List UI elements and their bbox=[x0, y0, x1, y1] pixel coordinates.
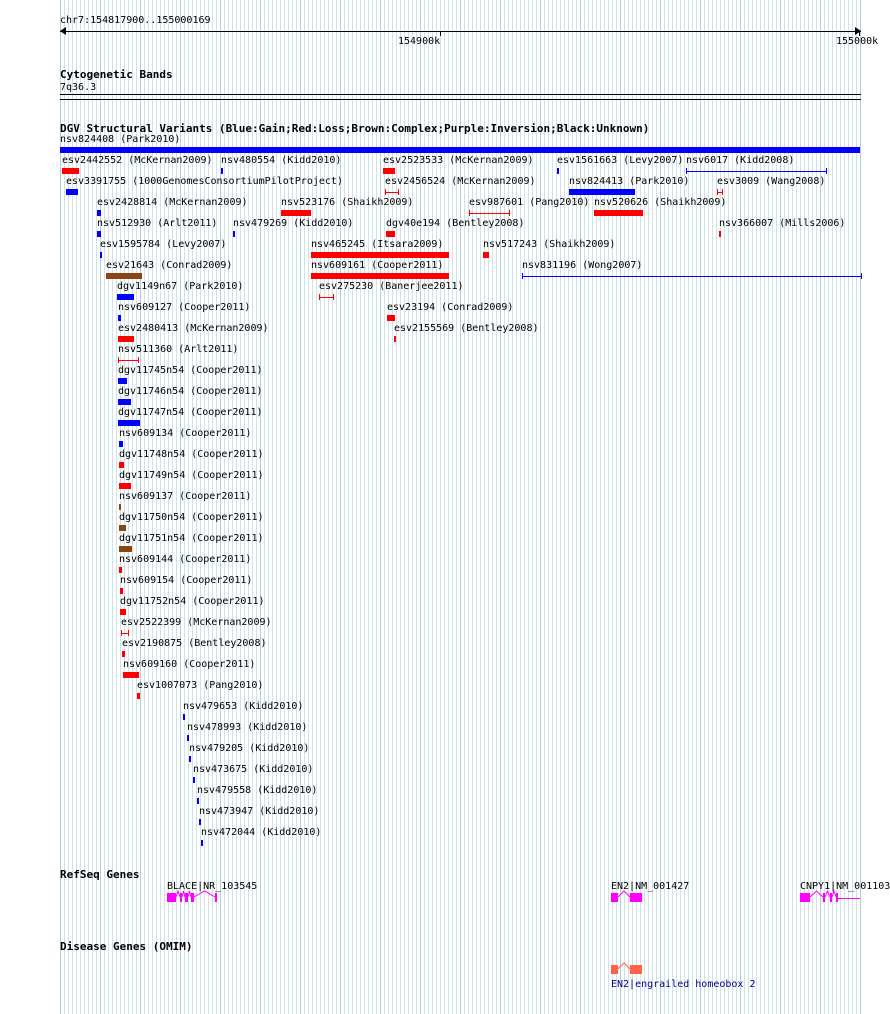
gene-label[interactable]: EN2|NM_001427 bbox=[611, 881, 690, 892]
variant-label[interactable]: dgv40e194 (Bentley2008) bbox=[386, 218, 525, 229]
variant-label[interactable]: esv2480413 (McKernan2009) bbox=[118, 323, 269, 334]
ruler-line bbox=[60, 31, 861, 32]
variant-label[interactable]: dgv11748n54 (Cooper2011) bbox=[119, 449, 264, 460]
variant-bar[interactable] bbox=[119, 525, 126, 531]
variant-label[interactable]: nsv520626 (Shaikh2009) bbox=[594, 197, 727, 208]
variant-label[interactable]: nsv465245 (Itsara2009) bbox=[311, 239, 444, 250]
cnpy1-exon[interactable] bbox=[823, 893, 825, 902]
en2-exon[interactable] bbox=[611, 893, 618, 902]
variant-label[interactable]: nsv824413 (Park2010) bbox=[569, 176, 690, 187]
variant-end-tick bbox=[319, 294, 320, 300]
variant-bar[interactable] bbox=[122, 651, 125, 657]
variant-label[interactable]: esv1595784 (Levy2007) bbox=[100, 239, 227, 250]
left-arrow-icon[interactable] bbox=[60, 27, 66, 35]
variant-bar[interactable] bbox=[387, 315, 395, 321]
variant-bar[interactable] bbox=[97, 231, 101, 237]
variant-end-tick bbox=[861, 273, 862, 279]
variant-line[interactable] bbox=[522, 276, 862, 277]
variant-line[interactable] bbox=[118, 360, 139, 361]
blace-exon[interactable] bbox=[180, 893, 182, 902]
variant-line[interactable] bbox=[385, 192, 399, 193]
variant-bar[interactable] bbox=[137, 693, 140, 699]
variant-bar[interactable] bbox=[199, 819, 201, 825]
variant-label[interactable]: nsv473947 (Kidd2010) bbox=[199, 806, 320, 817]
en2-exon[interactable] bbox=[630, 893, 642, 902]
right-arrow-icon[interactable] bbox=[855, 27, 861, 35]
variant-label[interactable]: nsv472044 (Kidd2010) bbox=[201, 827, 322, 838]
variant-label[interactable]: esv3009 (Wang2008) bbox=[717, 176, 826, 187]
variant-label[interactable]: dgv11746n54 (Cooper2011) bbox=[118, 386, 263, 397]
variant-bar[interactable] bbox=[193, 777, 195, 783]
variant-bar[interactable] bbox=[183, 714, 185, 720]
variant-end-tick bbox=[722, 189, 723, 195]
variant-label[interactable]: esv275230 (Banerjee2011) bbox=[319, 281, 464, 292]
variant-label[interactable]: esv2190875 (Bentley2008) bbox=[122, 638, 267, 649]
blace-exon[interactable] bbox=[215, 893, 217, 902]
gene-label[interactable]: CNPY1|NM_001103 bbox=[800, 881, 890, 892]
variant-bar[interactable] bbox=[117, 294, 134, 300]
variant-label[interactable]: nsv517243 (Shaikh2009) bbox=[483, 239, 616, 250]
track-title-dgv: DGV Structural Variants (Blue:Gain;Red:Loss;Brown:Complex;Purple:Inversion;Black:Unknown) bbox=[60, 122, 650, 135]
variant-end-tick bbox=[385, 189, 386, 195]
variant-end-tick bbox=[469, 210, 470, 216]
variant-label[interactable]: esv2428814 (McKernan2009) bbox=[97, 197, 248, 208]
en2-omim-exon[interactable] bbox=[611, 965, 618, 974]
variant-label[interactable]: dgv11751n54 (Cooper2011) bbox=[119, 533, 264, 544]
variant-bar[interactable] bbox=[123, 672, 139, 678]
variant-bar[interactable] bbox=[189, 756, 191, 762]
variant-bar[interactable] bbox=[118, 399, 131, 405]
variant-label[interactable]: dgv1149n67 (Park2010) bbox=[117, 281, 244, 292]
variant-label[interactable]: esv987601 (Pang2010) bbox=[469, 197, 590, 208]
variant-bar[interactable] bbox=[62, 168, 79, 174]
cnpy1-intron bbox=[810, 891, 823, 901]
blace-intron bbox=[194, 891, 215, 901]
variant-bar[interactable] bbox=[719, 231, 721, 237]
ruler-tick-label: 154900k bbox=[398, 36, 441, 47]
variant-label[interactable]: nsv609144 (Cooper2011) bbox=[119, 554, 252, 565]
variant-end-tick bbox=[121, 630, 122, 636]
variant-label[interactable]: nsv366007 (Mills2006) bbox=[719, 218, 846, 229]
variant-label[interactable]: esv2522399 (McKernan2009) bbox=[121, 617, 272, 628]
variant-bar[interactable] bbox=[118, 420, 140, 426]
variant-label[interactable]: esv2442552 (McKernan2009) bbox=[62, 155, 213, 166]
variant-label[interactable]: esv3391755 (1000GenomesConsortiumPilotProject) bbox=[66, 176, 343, 187]
variant-label[interactable]: dgv11750n54 (Cooper2011) bbox=[119, 512, 264, 523]
variant-label[interactable]: nsv824408 (Park2010) bbox=[60, 134, 181, 145]
variant-label[interactable]: nsv479653 (Kidd2010) bbox=[183, 701, 304, 712]
variant-line[interactable] bbox=[686, 171, 827, 172]
variant-label[interactable]: nsv523176 (Shaikh2009) bbox=[281, 197, 414, 208]
variant-label[interactable]: nsv511360 (Arlt2011) bbox=[118, 344, 239, 355]
variant-line[interactable] bbox=[469, 213, 510, 214]
en2-omim-intron bbox=[618, 963, 630, 973]
variant-label[interactable]: nsv473675 (Kidd2010) bbox=[193, 764, 314, 775]
variant-end-tick bbox=[509, 210, 510, 216]
variant-label[interactable]: dgv11749n54 (Cooper2011) bbox=[119, 470, 264, 481]
omim-label[interactable]: EN2|engrailed homeobox 2 bbox=[611, 979, 756, 990]
variant-end-tick bbox=[522, 273, 523, 279]
variant-bar[interactable] bbox=[120, 588, 123, 594]
variant-bar[interactable] bbox=[60, 147, 860, 153]
variant-label[interactable]: dgv11747n54 (Cooper2011) bbox=[118, 407, 263, 418]
variant-label[interactable]: nsv609161 (Cooper2011) bbox=[311, 260, 444, 271]
variant-end-tick bbox=[686, 168, 687, 174]
blace-exon[interactable] bbox=[191, 893, 194, 902]
variant-bar[interactable] bbox=[197, 798, 199, 804]
track-title-refseq: RefSeq Genes bbox=[60, 868, 140, 881]
variant-label[interactable]: nsv479269 (Kidd2010) bbox=[233, 218, 354, 229]
variant-bar[interactable] bbox=[97, 210, 101, 216]
variant-end-tick bbox=[128, 630, 129, 636]
variant-bar[interactable] bbox=[119, 483, 131, 489]
variant-bar[interactable] bbox=[221, 168, 223, 174]
variant-label[interactable]: nsv479558 (Kidd2010) bbox=[197, 785, 318, 796]
variant-label[interactable]: esv21643 (Conrad2009) bbox=[106, 260, 233, 271]
variant-end-tick bbox=[826, 168, 827, 174]
cnpy1-exon[interactable] bbox=[830, 893, 832, 902]
variant-label[interactable]: nsv831196 (Wong2007) bbox=[522, 260, 643, 271]
variant-label[interactable]: esv1561663 (Levy2007) bbox=[557, 155, 684, 166]
variant-label[interactable]: nsv609127 (Cooper2011) bbox=[118, 302, 251, 313]
variant-bar[interactable] bbox=[119, 441, 123, 447]
variant-bar[interactable] bbox=[386, 231, 395, 237]
variant-label[interactable]: nsv480554 (Kidd2010) bbox=[221, 155, 342, 166]
variant-bar[interactable] bbox=[569, 189, 635, 195]
variant-end-tick bbox=[118, 357, 119, 363]
en2-omim-exon[interactable] bbox=[630, 965, 642, 974]
variant-label[interactable]: nsv478993 (Kidd2010) bbox=[187, 722, 308, 733]
variant-bar[interactable] bbox=[120, 609, 126, 615]
variant-bar[interactable] bbox=[66, 189, 78, 195]
en2-intron bbox=[618, 891, 630, 901]
ruler-tick-label: 155000k bbox=[836, 36, 879, 47]
variant-label[interactable]: dgv11752n54 (Cooper2011) bbox=[120, 596, 265, 607]
variant-bar[interactable] bbox=[119, 546, 132, 552]
variant-bar[interactable] bbox=[119, 462, 124, 468]
variant-line[interactable] bbox=[319, 297, 334, 298]
variant-bar[interactable] bbox=[106, 273, 142, 279]
variant-bar[interactable] bbox=[118, 378, 127, 384]
variant-label[interactable]: dgv11745n54 (Cooper2011) bbox=[118, 365, 263, 376]
position-label: chr7:154817900..155000169 bbox=[60, 15, 211, 26]
blace-exon[interactable] bbox=[167, 893, 176, 902]
variant-end-tick bbox=[138, 357, 139, 363]
variant-bar[interactable] bbox=[201, 840, 203, 846]
grid-line bbox=[860, 0, 861, 1014]
variant-end-tick bbox=[717, 189, 718, 195]
variant-bar[interactable] bbox=[118, 336, 134, 342]
variant-label[interactable]: nsv609137 (Cooper2011) bbox=[119, 491, 252, 502]
variant-bar[interactable] bbox=[383, 168, 395, 174]
variant-bar[interactable] bbox=[557, 168, 559, 174]
variant-label[interactable]: nsv609134 (Cooper2011) bbox=[119, 428, 252, 439]
variant-bar[interactable] bbox=[594, 210, 643, 216]
variant-bar[interactable] bbox=[311, 273, 449, 279]
variant-bar[interactable] bbox=[233, 231, 235, 237]
variant-label[interactable]: nsv512930 (Arlt2011) bbox=[97, 218, 218, 229]
variant-label[interactable]: esv2155569 (Bentley2008) bbox=[394, 323, 539, 334]
track-title-omim: Disease Genes (OMIM) bbox=[60, 940, 193, 953]
cytoband-line bbox=[60, 94, 861, 95]
variant-label[interactable]: nsv609160 (Cooper2011) bbox=[123, 659, 256, 670]
variant-bar[interactable] bbox=[119, 567, 122, 573]
variant-label[interactable]: nsv609154 (Cooper2011) bbox=[120, 575, 253, 586]
variant-bar[interactable] bbox=[483, 252, 489, 258]
gene-label[interactable]: BLACE|NR_103545 bbox=[167, 881, 258, 892]
variant-bar[interactable] bbox=[119, 504, 121, 510]
variant-label[interactable]: esv23194 (Conrad2009) bbox=[387, 302, 514, 313]
variant-label[interactable]: nsv6017 (Kidd2008) bbox=[686, 155, 795, 166]
variant-bar[interactable] bbox=[281, 210, 311, 216]
blace-exon[interactable] bbox=[185, 893, 188, 902]
cytoband-line bbox=[60, 99, 861, 100]
variant-bar[interactable] bbox=[100, 252, 102, 258]
variant-label[interactable]: nsv479205 (Kidd2010) bbox=[189, 743, 310, 754]
cytoband-label: 7q36.3 bbox=[60, 82, 97, 93]
variant-label[interactable]: esv2523533 (McKernan2009) bbox=[383, 155, 534, 166]
variant-label[interactable]: esv2456524 (McKernan2009) bbox=[385, 176, 536, 187]
track-title-cytoband: Cytogenetic Bands bbox=[60, 68, 173, 81]
cnpy1-exon[interactable] bbox=[800, 893, 810, 902]
variant-bar[interactable] bbox=[187, 735, 189, 741]
variant-end-tick bbox=[333, 294, 334, 300]
cnpy1-extension bbox=[838, 898, 860, 899]
variant-bar[interactable] bbox=[118, 315, 121, 321]
variant-label[interactable]: esv1007073 (Pang2010) bbox=[137, 680, 264, 691]
variant-bar[interactable] bbox=[311, 252, 449, 258]
variant-end-tick bbox=[398, 189, 399, 195]
variant-bar[interactable] bbox=[394, 336, 396, 342]
